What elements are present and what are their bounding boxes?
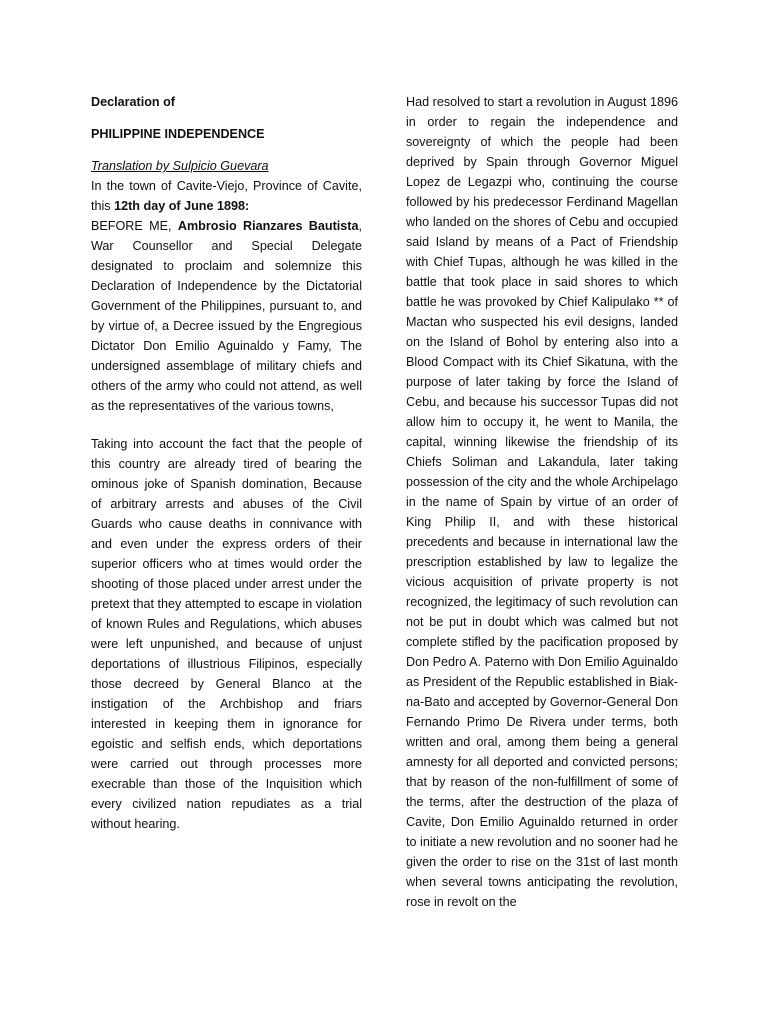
intro-date: 12th day of June 1898: xyxy=(114,199,250,213)
intro-paragraph xyxy=(91,176,362,216)
document-title-line1: Declaration of xyxy=(91,95,175,109)
delegate-name: Ambrosio Rianzares Bautista xyxy=(177,219,359,233)
before-me-paragraph xyxy=(91,216,362,416)
document-title-line2: PHILIPPINE INDEPENDENCE xyxy=(91,127,265,141)
right-column xyxy=(406,92,678,912)
before-me-lead: BEFORE ME, xyxy=(91,219,178,233)
intro-text: In the town of Cavite-Viejo, Province of Cavite, this xyxy=(91,179,362,213)
left-column xyxy=(91,92,362,834)
taking-into-account-paragraph: Taking into account the fact that the people of this country are already tired of bearing the ominous joke of Spanish domination, Because of arbitrary arrests and abuses of the Civil Guards who cause deaths in connivance with and even under the express orders of their superior officers who at times would order the shooting of those placed under arrest under the pretext that they attempted to escape in violation of known Rules and Regulations, which abuses were left unpunished, and because of unjust deportations of illustrious Filipinos, especially those decreed by General Blanco at the instigation of the Archbishop and friars interested in keeping them in ignorance for egoistic and selfish ends, which deportations were carried out through processes more execrable than those of the Inquisition which every civilized nation repudiates as a trial without hearing. xyxy=(91,437,362,831)
before-me-rest: , War Counsellor and Special Delegate designated to proclaim and solemnize this Declaration of Independence by the Dictatorial Government of the Philippines, pursuant to, and by virtue of, a Decree issued by the Engregious Dictator Don Emilio Aguinaldo y Famy, The undersigned assemblage of military chiefs and others of the army who could not attend, as well as the representatives of the various towns, xyxy=(91,219,362,413)
translation-credit: Translation by Sulpicio Guevara xyxy=(91,159,269,173)
revolution-paragraph: Had resolved to start a revolution in August 1896 in order to regain the independence and sovereignty of which the people had been deprived by Spain through Governor Miguel Lopez de Legazpi who, continuing the course followed by his predecessor Ferdinand Magellan who landed on the shores of Cebu and occupied said Island by means of a Pact of Friendship with Chief Tupas, although he was killed in the battle that took place in said shores to which battle he was provoked by Chief Kalipulako ** of Mactan who suspected his evil designs, landed on the Island of Bohol by entering also into a Blood Compact with its Chief Sikatuna, with the purpose of later taking by force the Island of Cebu, and because his successor Tupas did not allow him to occupy it, he went to Manila, the capital, winning likewise the friendship of its Chiefs Soliman and Lakandula, later taking possession of the city and the whole Archipelago in the name of Spain by virtue of an order of King Philip II, and with these historical precedents and because in international law the prescription established by law to legalize the vicious acquisition of private property is not recognized, the legitimacy of such revolution can not be put in doubt which was calmed but not complete stifled by the pacification proposed by Don Pedro A. Paterno with Don Emilio Aguinaldo as President of the Republic established in Biak-na-Bato and accepted by Governor-General Don Fernando Primo De Rivera under terms, both written and oral, among them being a general amnesty for all deported and convicted persons; that by reason of the non-fulfillment of some of the terms, after the destruction of the plaza of Cavite, Don Emilio Aguinaldo returned in order to initiate a new revolution and no sooner had he given the order to rise on the 31st of last month when several towns anticipating the revolution, rose in revolt on the xyxy=(406,95,678,909)
